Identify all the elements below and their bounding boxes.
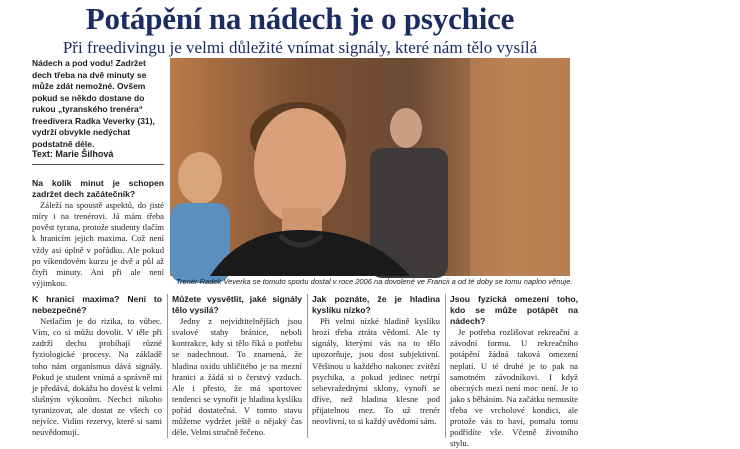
answer-4: Při velmi nízké hladině kyslíku hrozí třeba ztráta vědomí. Ale ty signály, kterými vás na to tělo upozorňuje, jsou dost subjektivní. Většinou u každého nakonec zvítězí psychika, a pokud jedinec netrpí sebevražednými sklony, vynoří se dříve, než hladina klesne pod přijatelnou mez. To už trenér neovlivní, to si každý uvědomí sám. (312, 316, 440, 427)
photo-caption: Trenér Radek Veverka se tomuto sportu dostal v roce 2006 na dovolené ve Francii a od té doby se tomu naplno věnuje. (176, 277, 573, 286)
byline: Text: Marie Šilhová (32, 148, 164, 165)
qa-block-2 (32, 294, 162, 438)
photo-illustration (170, 58, 570, 276)
answer-3: Jedny z nejvídtitelnějších jsou svalové stahy bránice, neboli kontrakce, kdy si tělo říká o potřebu se nadechnout. To znamená, že hladina oxidu uhličitého je na mezní hranici a žádá si o čerstvý vzduch. Ale i přesto, že má sportovec tendenci se vynořit je hladina kyslíku pořád dostatečná. V tomto stavu můžeme vydržet ještě o nějaký čas déle. Velmi stručně řečeno. (172, 316, 302, 438)
question-5: Jsou fyzická omezení toho, kdo se může potápět na nádech? (450, 294, 578, 327)
question-2: K hranici maxima? Není to nebezpečné? (32, 294, 162, 316)
photo-credit-strip (730, 124, 740, 218)
headline: Potápění na nádech je o psychice (85, 1, 515, 36)
column-divider (445, 294, 446, 438)
question-3: Můžete vysvětlit, jaké signály tělo vysílá? (172, 294, 302, 316)
photo-credit: Foto: Archiv Radka Veverky (732, 124, 738, 198)
answer-1: Záleží na spoustě aspektů, do jisté míry i na trenérovi. Já mám třeba pověst tyrana, protože studenty tlačím k hranicím jejich maxima. Což není vždy asi úplně v pořádku. Ale pokud po víkendovém kurzu je dvě a půl až čtyři minuty. Ani při ale není výjimkou. (32, 200, 164, 288)
qa-block-1 (32, 178, 164, 289)
qa-block-3 (172, 294, 302, 438)
qa-block-4 (312, 294, 440, 427)
subheadline: Při freedivingu je velmi důležité vnímat signály, které nám tělo vysílá (62, 38, 538, 57)
article-photo (170, 58, 738, 276)
lead-paragraph: Nádech a pod vodu! Zadržet dech třeba na dvě minuty se může zdát nemožné. Ovšem pokud se někdo dostane do rukou „tyranského trenéra“ freedivera Radka Veverky (31), vydrží obvykle nedýchat podstatně déle. (32, 58, 155, 149)
question-4: Jak poznáte, že je hladina kyslíku nízko? (312, 294, 440, 316)
column-divider (167, 294, 168, 438)
answer-5: Je potřeba rozlišovat rekreační a závodní formu. U rekreačního potápění žádná taková omezení neplatí. U té druhé je to pak na samotném závodníkovi. I když obecných mezí není moc není. Je to jako s běháním. Na začátku nemusíte třeba ve vrcholové kondici, ale protože vás to baví, pomalu tomu podřídíte vše. Včetně životního stylu. (450, 327, 578, 449)
answer-2: Netlačím je do rizika, to vůbec. Vím, co si můžu dovolit. V těle při zadrží dechu probíhají různé fyziologické procesy. Na základě toho nám organismus dává signály. Pokud je student vnímá a správně mi je předává, dokážu ho dovést k velmi slušným výkonům. Nechci nikoho tyranizovat, ale dostat ze všech co nejvíce. Vidím rezervy, které si sami neuvědomují. (32, 316, 162, 438)
column-divider (307, 294, 308, 438)
question-1: Na kolik minut je schopen zadržet dech začátečník? (32, 178, 164, 200)
qa-block-5 (450, 294, 578, 449)
